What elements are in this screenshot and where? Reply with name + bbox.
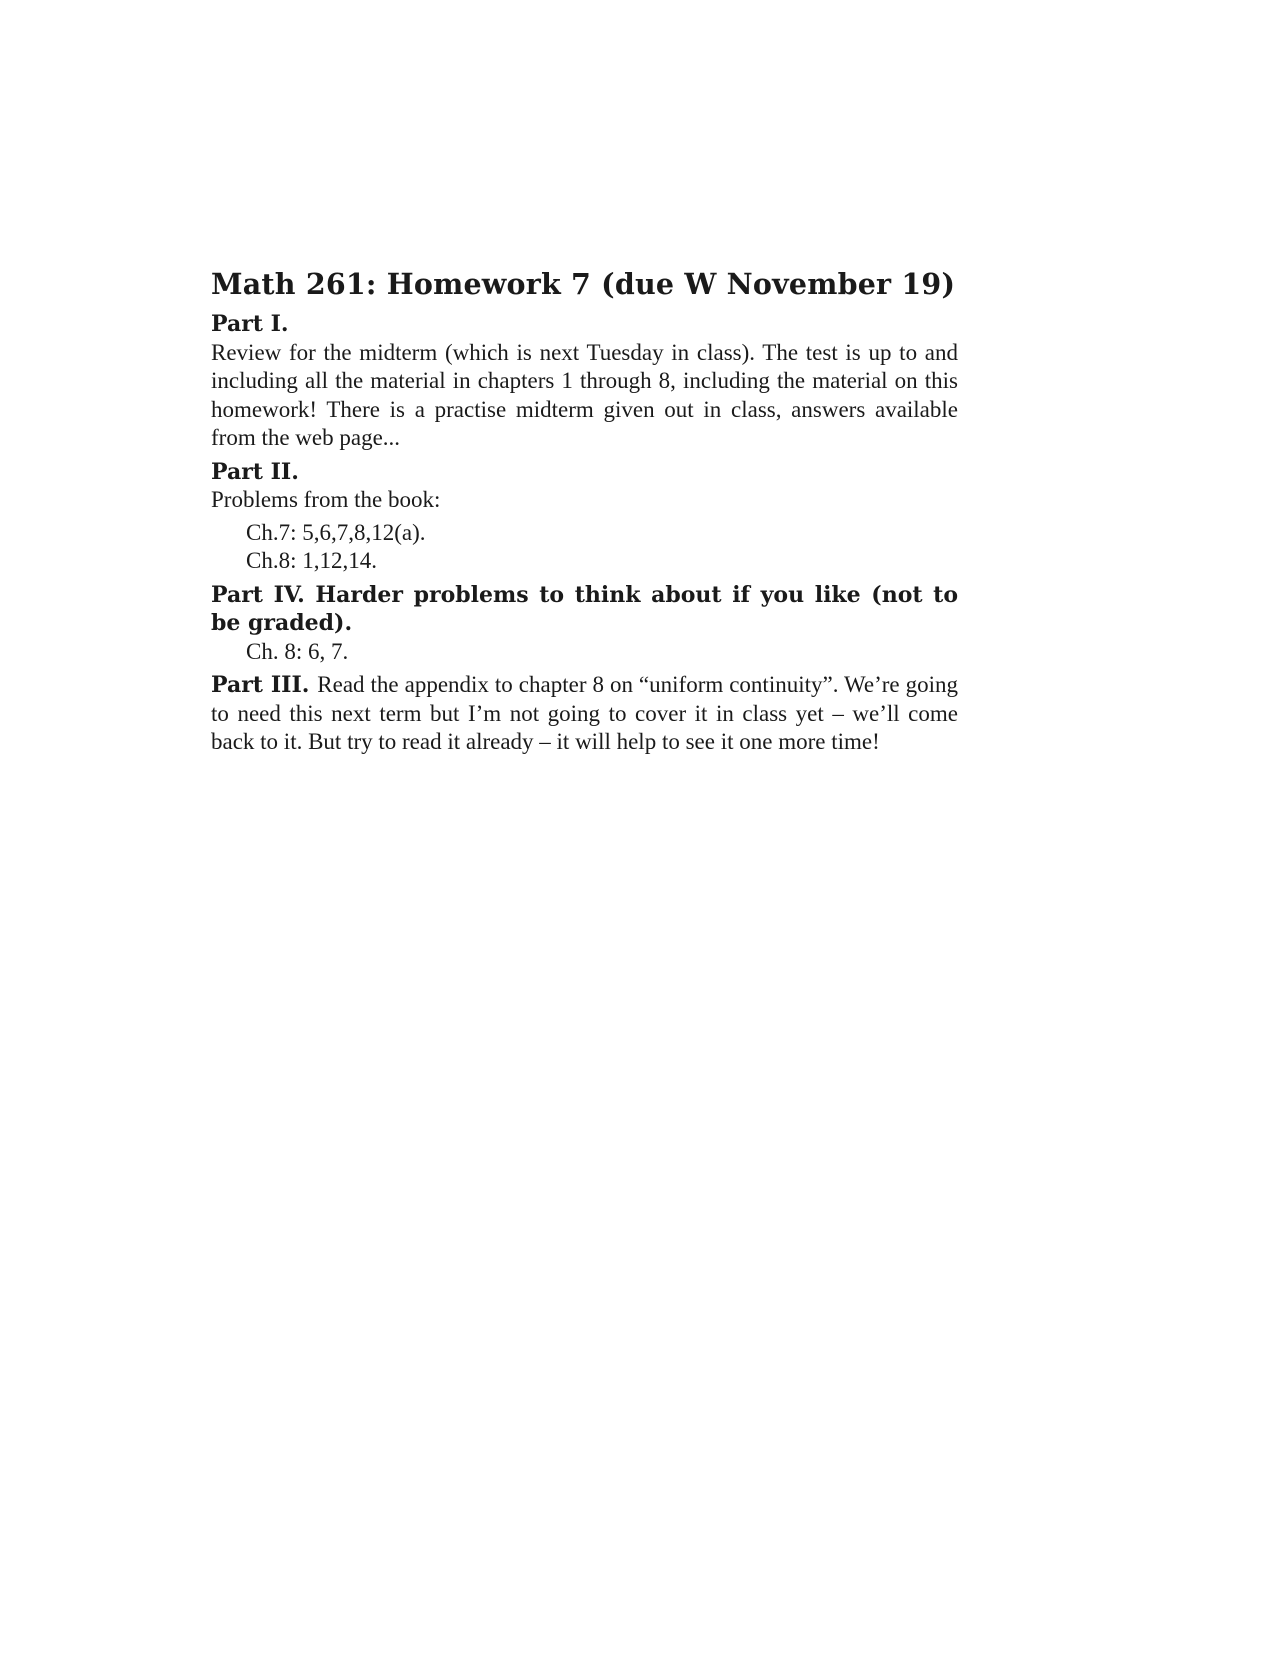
part-1-body: Review for the midterm (which is next Tuesday in class). The test is up to and including all the material in chapters 1 through 8, including the material on this homework! There is a practise midterm given out in class, answers available from the web page... <box>211 339 958 450</box>
part-2-intro: Problems from the book: <box>211 487 441 512</box>
part-3-heading: Part III. <box>211 672 318 698</box>
homework-page <box>211 262 958 757</box>
part-3-section <box>211 671 958 757</box>
part-1-section <box>211 310 958 453</box>
part-4-section <box>211 581 958 667</box>
part-1-heading: Part I. <box>211 311 289 337</box>
page-title: Math 261: Homework 7 (due W November 19) <box>211 267 956 301</box>
problem-list-item: Ch.8: 1,12,14. <box>246 548 377 573</box>
problem-list-item: Ch.7: 5,6,7,8,12(a). <box>246 519 426 545</box>
part-4-heading: Part IV. Harder problems to think about if you like (not to be graded). <box>211 581 958 636</box>
problem-list-item: Ch. 8: 6, 7. <box>246 638 349 664</box>
part-3-body: Read the appendix to chapter 8 on “uniform continuity”. We’re going to need this next term but I’m not going to cover it in class yet – we’ll come back to it. But try to read it already – it will help to see it one more time! <box>211 672 959 754</box>
part-2-heading: Part II. <box>211 458 299 485</box>
part-2-section <box>211 458 958 576</box>
